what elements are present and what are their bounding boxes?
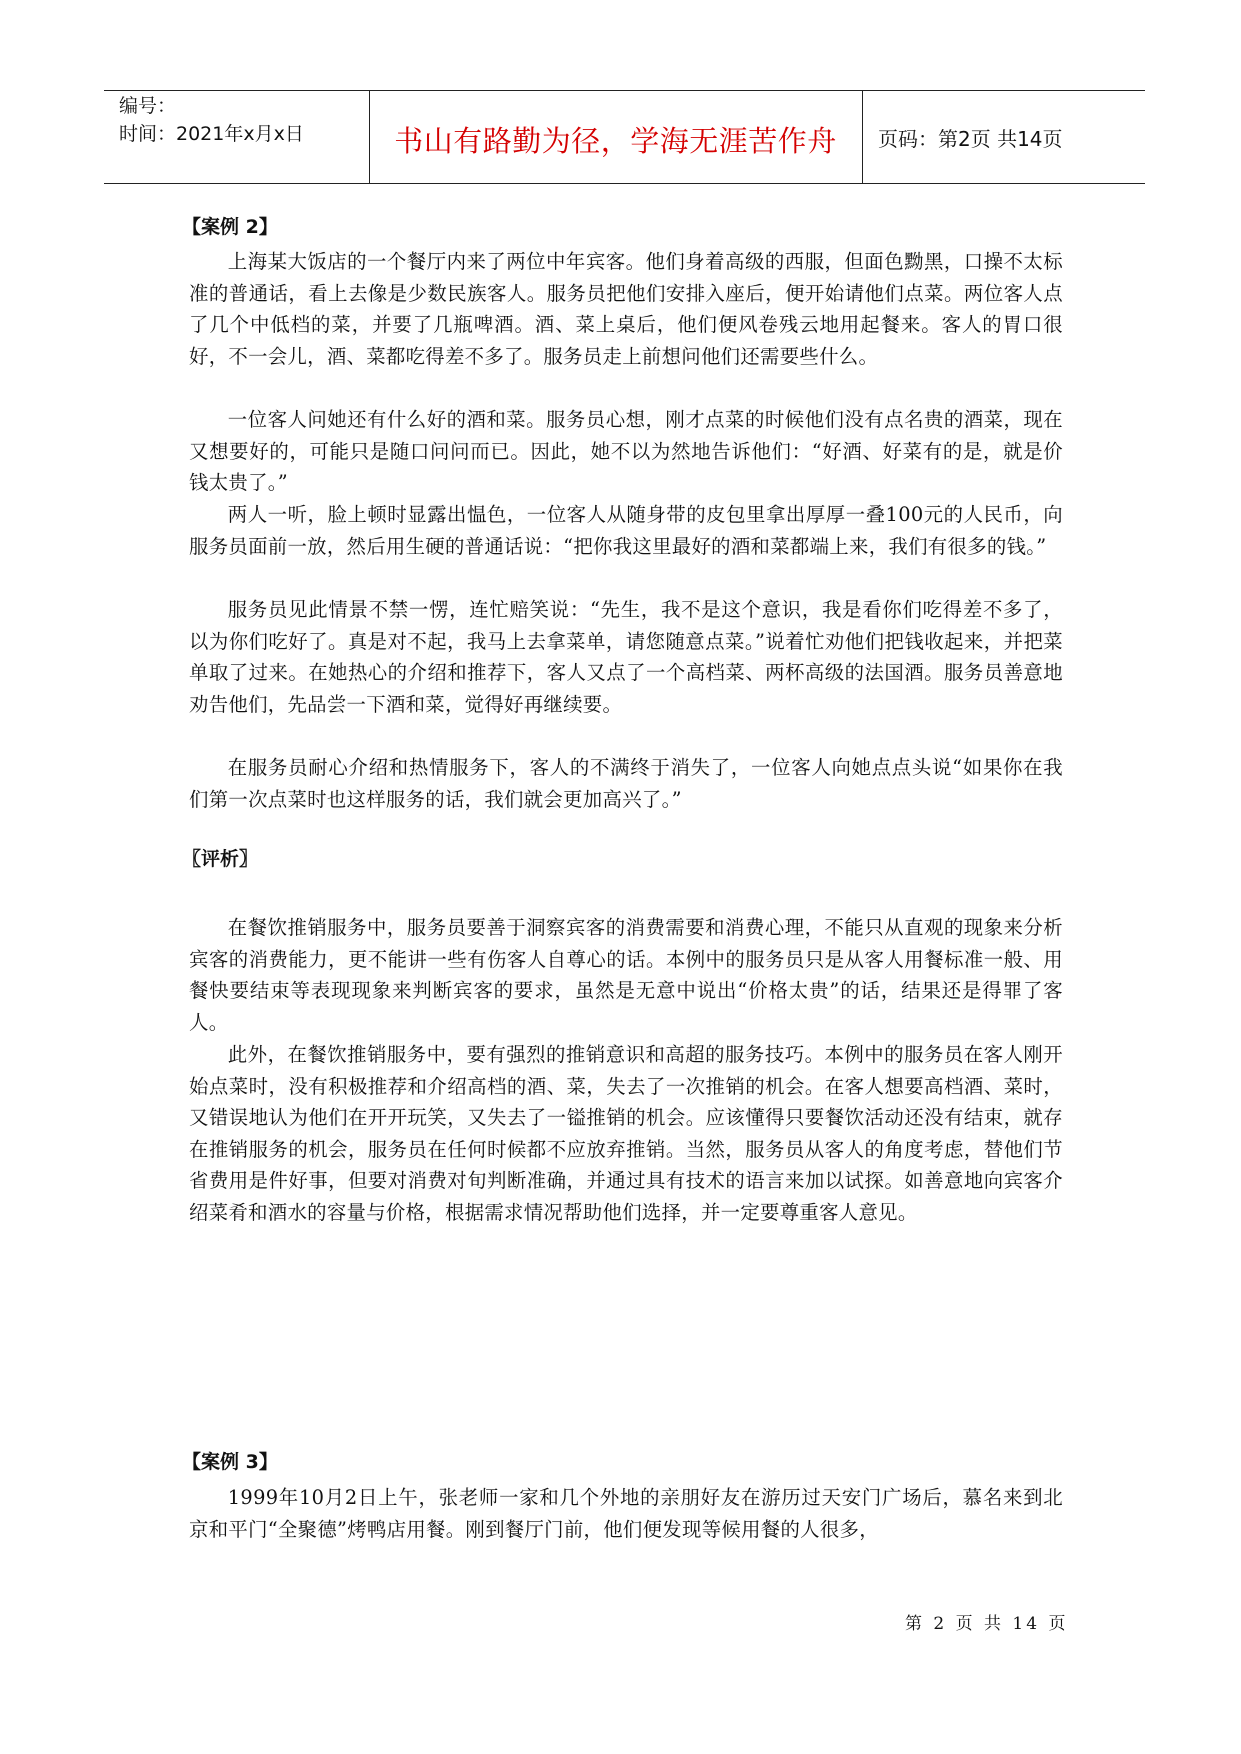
case3-paragraph-1: 1999年10月2日上午，张老师一家和几个外地的亲朋好友在游历过天安门广场后，慕名来到北京和平门“全聚德”烤鸭店用餐。刚到餐厅门前，他们便发现等候用餐的人很多， <box>189 1486 1063 1541</box>
case2-paragraph-4: 服务员见此情景不禁一愣，连忙赔笑说：“先生，我不是这个意识，我是看你们吃得差不多了，以为你们吃好了。真是对不起，我马上去拿菜单，请您随意点菜。”说着忙劝他们把钱收起来，并把菜单取了过来。在她热心的介绍和推荐下，客人又点了一个高档菜、两杯高级的法国酒。服务员善意地劝告他们，先品尝一下酒和菜，觉得好再继续要。 <box>189 598 1063 716</box>
header-left-cell <box>104 91 370 183</box>
analysis-heading: 〖评析〗 <box>182 848 259 870</box>
document-id-label: 编号： <box>119 95 177 117</box>
document-time: 时间：2021年x月x日 <box>119 123 304 145</box>
analysis-paragraph-1: 在餐饮推销服务中，服务员要善于洞察宾客的消费需要和消费心理，不能只从直观的现象来分析宾客的消费能力，更不能讲一些有伤客人自尊心的话。本例中的服务员只是从客人用餐标准一般、用餐快要结束等表现现象来判断宾客的要求，虽然是无意中说出“价格太贵”的话，结果还是得罪了客人。 <box>189 916 1063 1034</box>
case3-heading: 【案例 3】 <box>182 1451 278 1473</box>
header-page-info: 页码：第2页 共14页 <box>878 127 1063 151</box>
header-motto: 书山有路勤为径，学海无涯苦作舟 <box>394 124 837 158</box>
case2-heading: 【案例 2】 <box>182 216 278 238</box>
case2-paragraph-1: 上海某大饭店的一个餐厅内来了两位中年宾客。他们身着高级的西服，但面色黝黑，口操不太标准的普通话，看上去像是少数民族客人。服务员把他们安排入座后，便开始请他们点菜。两位客人点了几个中低档的菜，并要了几瓶啤酒。酒、菜上桌后，他们便风卷残云地用起餐来。客人的胃口很好，不一会儿，酒、菜都吃得差不多了。服务员走上前想问他们还需要些什么。 <box>189 250 1063 368</box>
case2-paragraph-2: 一位客人问她还有什么好的酒和菜。服务员心想，刚才点菜的时候他们没有点名贵的酒菜，现在又想要好的，可能只是随口问问而已。因此，她不以为然地告诉他们：“好酒、好菜有的是，就是价钱太贵了。” <box>189 408 1063 494</box>
page-header <box>104 90 1145 184</box>
analysis-paragraph-2: 此外，在餐饮推销服务中，要有强烈的推销意识和高超的服务技巧。本例中的服务员在客人刚开始点菜时，没有积极推荐和介绍高档的酒、菜，失去了一次推销的机会。在客人想要高档酒、菜时，又错误地认为他们在开开玩笑，又失去了一镒推销的机会。应该懂得只要餐饮活动还没有结束，就存在推销服务的机会，服务员在任何时候都不应放弃推销。当然，服务员从客人的角度考虑，替他们节省费用是件好事，但要对消费对旬判断准确，并通过具有技术的语言来加以试探。如善意地向宾客介绍菜肴和酒水的容量与价格，根据需求情况帮助他们选择，并一定要尊重客人意见。 <box>189 1043 1063 1224</box>
header-center-cell <box>369 91 863 183</box>
case2-paragraph-3: 两人一听，脸上顿时显露出愠色，一位客人从随身带的皮包里拿出厚厚一叠100元的人民币，向服务员面前一放，然后用生硬的普通话说：“把你我这里最好的酒和菜都端上来，我们有很多的钱。” <box>189 503 1063 558</box>
page-footer: 第 2 页 共 14 页 <box>905 1614 1069 1634</box>
header-right-cell <box>864 91 1145 183</box>
case2-paragraph-5: 在服务员耐心介绍和热情服务下，客人的不满终于消失了，一位客人向她点点头说“如果你在我们第一次点菜时也这样服务的话，我们就会更加高兴了。” <box>189 756 1063 811</box>
